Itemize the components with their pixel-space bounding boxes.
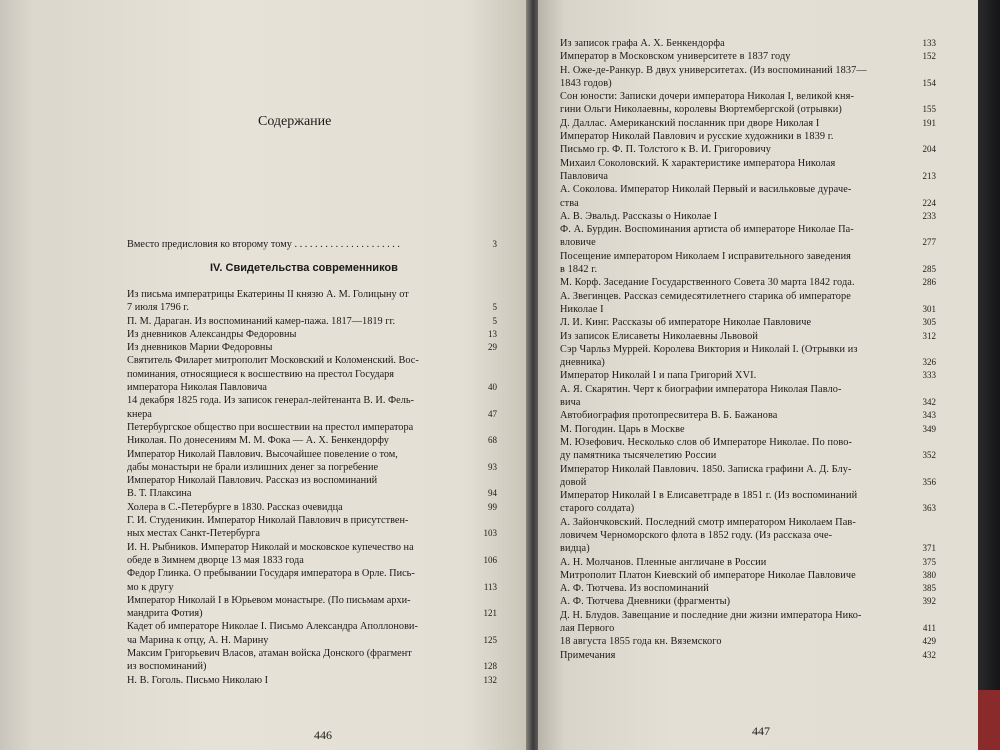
entry-text: Император Николай Павлович. Рассказ из воспоминаний В. Т. Плаксина bbox=[127, 475, 378, 500]
entry-text: Император Николай Павлович. 1850. Записка графини А. Д. Блу- довой bbox=[560, 463, 852, 488]
entry-page: 99 bbox=[488, 501, 497, 512]
toc-entry bbox=[560, 423, 936, 436]
entry-text: Император Николай Павлович и русские художники в 1839 г. Письмо гр. Ф. П. Толстого к В. И. Григоровичу bbox=[560, 131, 834, 156]
entry-page: 5 bbox=[492, 302, 497, 313]
entry-text: Из записок Елисаветы Николаевны Львовой bbox=[560, 330, 759, 342]
toc-entry bbox=[560, 569, 936, 582]
right-entry-list bbox=[560, 37, 936, 662]
entry-page: 224 bbox=[922, 197, 936, 208]
entry-page: 285 bbox=[922, 264, 936, 275]
toc-entry bbox=[127, 328, 497, 341]
entry-page: 392 bbox=[922, 596, 936, 607]
entry-page: 352 bbox=[922, 450, 936, 461]
toc-entry bbox=[127, 288, 497, 315]
entry-page: 128 bbox=[483, 661, 497, 672]
entry-page: 155 bbox=[922, 104, 936, 115]
entry-text: А. Соколова. Император Николай Первый и васильковые дураче- ства bbox=[560, 184, 852, 209]
entry-page: 40 bbox=[488, 382, 497, 393]
entry-text: И. Н. Рыбников. Император Николай и московское купечество на обеде в Зимнем дворце 13 мая 1833 года bbox=[127, 541, 414, 566]
toc-entry bbox=[127, 448, 497, 475]
entry-page: 286 bbox=[922, 277, 936, 288]
toc-entry bbox=[127, 474, 497, 501]
entry-text: А. Н. Молчанов. Пленные англичане в России bbox=[560, 556, 767, 568]
entry-text: Кадет об императоре Николае I. Письмо Александра Аполлонови- ча Марина к отцу, А. Н. Марину bbox=[127, 621, 418, 646]
toc-entry bbox=[560, 595, 936, 608]
entry-page: 103 bbox=[483, 528, 497, 539]
toc-entry bbox=[127, 674, 497, 687]
entry-text: Из дневников Александры Федоровны bbox=[127, 328, 297, 340]
entry-page: 233 bbox=[922, 210, 936, 221]
entry-page: 301 bbox=[922, 303, 936, 314]
toc-entry bbox=[560, 290, 936, 317]
cover-stripe bbox=[978, 690, 1000, 750]
book-cover-edge bbox=[978, 0, 1000, 750]
toc-entry bbox=[127, 315, 497, 328]
toc-entry bbox=[560, 649, 936, 662]
entry-text: Вместо предисловия ко второму тому . . . . . . . . . . . . . . . . . . . . . bbox=[127, 239, 401, 250]
entry-text: Н. В. Гоголь. Письмо Николаю I bbox=[127, 674, 269, 686]
entry-page: 375 bbox=[922, 556, 936, 567]
entry-text: А. Я. Скарятин. Черт к биографии императора Николая Павло- вича bbox=[560, 383, 842, 409]
entry-text: Примечания bbox=[560, 649, 616, 661]
entry-text: Максим Григорьевич Власов, атаман войска Донского (фрагмент из воспоминаний) bbox=[127, 648, 412, 673]
toc-entry bbox=[560, 157, 936, 184]
entry-text: Ф. А. Бурдин. Воспоминания артиста об императоре Николае Па- вловиче bbox=[560, 224, 854, 249]
entry-text: М. Юзефович. Несколько слов об Императоре Николае. По пово- ду памятника тысячелетию России bbox=[560, 436, 853, 462]
entry-text: Г. И. Студеникин. Император Николай Павлович в присутствен- ных местах Санкт-Петербурга bbox=[127, 515, 409, 540]
toc-title: Содержание bbox=[258, 114, 332, 129]
entry-text: Автобиография протопресвитера В. Б. Бажанова bbox=[560, 410, 778, 422]
toc-entry bbox=[560, 90, 936, 117]
entry-page: 432 bbox=[922, 649, 936, 660]
entry-page: 152 bbox=[922, 51, 936, 62]
toc-entry bbox=[560, 64, 936, 91]
toc-entry bbox=[560, 50, 936, 63]
toc-entry bbox=[560, 183, 936, 210]
toc-entry bbox=[560, 609, 936, 636]
entry-text: Петербургское общество при восшествии на престол императора Николая. По донесениям М. М. Фока — А. Х. Бенкендорфу bbox=[127, 421, 414, 447]
entry-text: П. М. Дараган. Из воспоминаний камер-пажа. 1817—1819 гг. bbox=[127, 315, 396, 327]
entry-text: А. Ф. Тютчева. Из воспоминаний bbox=[560, 583, 709, 595]
toc-entry bbox=[127, 421, 497, 448]
toc-entry bbox=[127, 514, 497, 541]
entry-page: 333 bbox=[922, 370, 936, 381]
toc-entry bbox=[560, 409, 936, 422]
toc-entry bbox=[127, 501, 497, 514]
toc-entry bbox=[560, 223, 936, 250]
entry-text: А. Ф. Тютчева Дневники (фрагменты) bbox=[560, 596, 731, 608]
toc-entry bbox=[560, 556, 936, 569]
toc-entry bbox=[560, 516, 936, 556]
toc-entry bbox=[127, 394, 497, 421]
toc-entry bbox=[560, 383, 936, 410]
entry-text: Император Николай I и папа Григорий XVI. bbox=[560, 370, 757, 382]
entry-text: Император в Московском университете в 1837 году bbox=[560, 51, 791, 63]
entry-page: 385 bbox=[922, 583, 936, 594]
entry-text: 14 декабря 1825 года. Из записок генерал-лейтенанта В. И. Фель- кнера bbox=[127, 395, 414, 420]
entry-page: 349 bbox=[922, 423, 936, 434]
page-number-left: 446 bbox=[314, 728, 332, 742]
entry-text: Из записок графа А. Х. Бенкендорфа bbox=[560, 38, 725, 49]
entry-page: 411 bbox=[922, 623, 936, 634]
entry-text: Из дневников Марии Федоровны bbox=[127, 342, 273, 354]
entry-text: Митрополит Платон Киевский об императоре Николае Павловиче bbox=[560, 569, 856, 581]
entry-page: 29 bbox=[488, 342, 497, 353]
entry-text: 18 августа 1855 года кн. Вяземского bbox=[560, 636, 722, 648]
section-heading: IV. Свидетельства современников bbox=[210, 262, 398, 274]
entry-text: Д. Н. Блудов. Завещание и последние дни жизни императора Нико- лая Первого bbox=[560, 609, 862, 635]
entry-text: Михаил Соколовский. К характеристике императора Николая Павловича bbox=[560, 157, 836, 182]
toc-entry bbox=[560, 37, 936, 50]
entry-text: Н. Оже-де-Ранкур. В двух университетах. (Из воспоминаний 1837— 1843 годов) bbox=[560, 64, 867, 89]
toc-entry bbox=[127, 354, 497, 394]
toc-entry bbox=[560, 130, 936, 157]
entry-page: 154 bbox=[922, 77, 936, 88]
toc-entry bbox=[560, 276, 936, 289]
left-entry-list bbox=[127, 288, 497, 687]
entry-text: М. Корф. Заседание Государственного Совета 30 марта 1842 года. bbox=[560, 277, 855, 289]
entry-text: А. В. Эвальд. Рассказы о Николае I bbox=[560, 210, 718, 222]
entry-page: 312 bbox=[922, 330, 936, 341]
entry-page: 5 bbox=[492, 315, 497, 326]
entry-text: Из письма императрицы Екатерины II князю А. М. Голицыну от 7 июля 1796 г. bbox=[127, 289, 409, 314]
entry-page: 93 bbox=[488, 461, 497, 472]
entry-page: 94 bbox=[488, 488, 497, 499]
entry-text: Святитель Филарет митрополит Московский и Коломенский. Вос- поминания, относящиеся к восшествию на престол Государя императора Николая Павловича bbox=[127, 355, 419, 394]
toc-entry bbox=[127, 541, 497, 568]
toc-entry bbox=[560, 489, 936, 516]
entry-page: 343 bbox=[922, 410, 936, 421]
entry-page: 13 bbox=[488, 328, 497, 339]
entry-text: А. Зайончковский. Последний смотр императором Николаем Пав- ловичем Черноморского флота в 1852 году. (Из рассказа оче- видца) bbox=[560, 516, 856, 555]
entry-text: Посещение императором Николаем I исправительного заведения в 1842 г. bbox=[560, 250, 852, 276]
toc-entry bbox=[560, 210, 936, 223]
toc-entry bbox=[127, 647, 497, 674]
entry-page: 125 bbox=[483, 634, 497, 645]
toc-entry bbox=[560, 369, 936, 382]
entry-page: 342 bbox=[922, 397, 936, 408]
entry-page: 3 bbox=[492, 239, 497, 249]
entry-text: Л. И. Кинг. Рассказы об императоре Николае Павловиче bbox=[560, 317, 812, 329]
entry-page: 68 bbox=[488, 435, 497, 446]
toc-entry bbox=[127, 620, 497, 647]
toc-entry bbox=[560, 250, 936, 277]
entry-text: А. Звегинцев. Рассказ семидесятилетнего старика об императоре Николае I bbox=[560, 290, 851, 315]
toc-entry bbox=[127, 567, 497, 594]
entry-page: 132 bbox=[483, 674, 497, 685]
toc-entry-intro bbox=[127, 238, 497, 251]
toc-entry bbox=[560, 582, 936, 595]
toc-entry bbox=[560, 343, 936, 370]
entry-text: Император Николай I в Елисаветграде в 1851 г. (Из воспоминаний старого солдата) bbox=[560, 490, 858, 515]
entry-page: 47 bbox=[488, 408, 497, 419]
toc-entry bbox=[560, 463, 936, 490]
entry-text: М. Погодин. Царь в Москве bbox=[560, 423, 685, 435]
entry-text: Сэр Чарльз Муррей. Королева Виктория и Николай I. (Отрывки из дневника) bbox=[560, 343, 858, 369]
entry-text: Федор Глинка. О пребывании Государя императора в Орле. Пись- мо к другу bbox=[127, 568, 415, 593]
toc-entry bbox=[127, 341, 497, 354]
entry-text: Сон юности: Записки дочери императора Николая I, великой кня- гини Ольги Николаевны, королевы Вюртембергской (отрывки) bbox=[560, 91, 855, 116]
entry-page: 121 bbox=[483, 608, 497, 619]
entry-page: 213 bbox=[922, 170, 936, 181]
toc-entry bbox=[560, 117, 936, 130]
entry-text: Император Николай I в Юрьевом монастыре. (По письмам архи- мандрита Фотия) bbox=[127, 594, 411, 620]
entry-page: 371 bbox=[922, 543, 936, 554]
entry-page: 429 bbox=[922, 636, 936, 647]
toc-entry bbox=[560, 436, 936, 463]
entry-text: Император Николай Павлович. Высочайшее повеление о том, дабы монастыри не брали излишних денег за погребение bbox=[127, 448, 398, 473]
entry-page: 356 bbox=[922, 476, 936, 487]
entry-page: 133 bbox=[922, 38, 936, 48]
toc-entry bbox=[560, 330, 936, 343]
toc-entry bbox=[127, 594, 497, 621]
entry-page: 113 bbox=[483, 581, 497, 592]
toc-entry bbox=[560, 635, 936, 648]
entry-page: 305 bbox=[922, 317, 936, 328]
entry-page: 326 bbox=[922, 357, 936, 368]
entry-page: 363 bbox=[922, 503, 936, 514]
toc-entry bbox=[560, 316, 936, 329]
entry-page: 191 bbox=[922, 117, 936, 128]
entry-text: Холера в С.-Петербурге в 1830. Рассказ очевидца bbox=[127, 501, 343, 513]
entry-page: 277 bbox=[922, 237, 936, 248]
entry-page: 380 bbox=[922, 569, 936, 580]
entry-text: Д. Даллас. Американский посланник при дворе Николая I bbox=[560, 117, 820, 129]
entry-page: 204 bbox=[922, 144, 936, 155]
entry-page: 106 bbox=[483, 554, 497, 565]
page-number-right: 447 bbox=[752, 724, 770, 738]
